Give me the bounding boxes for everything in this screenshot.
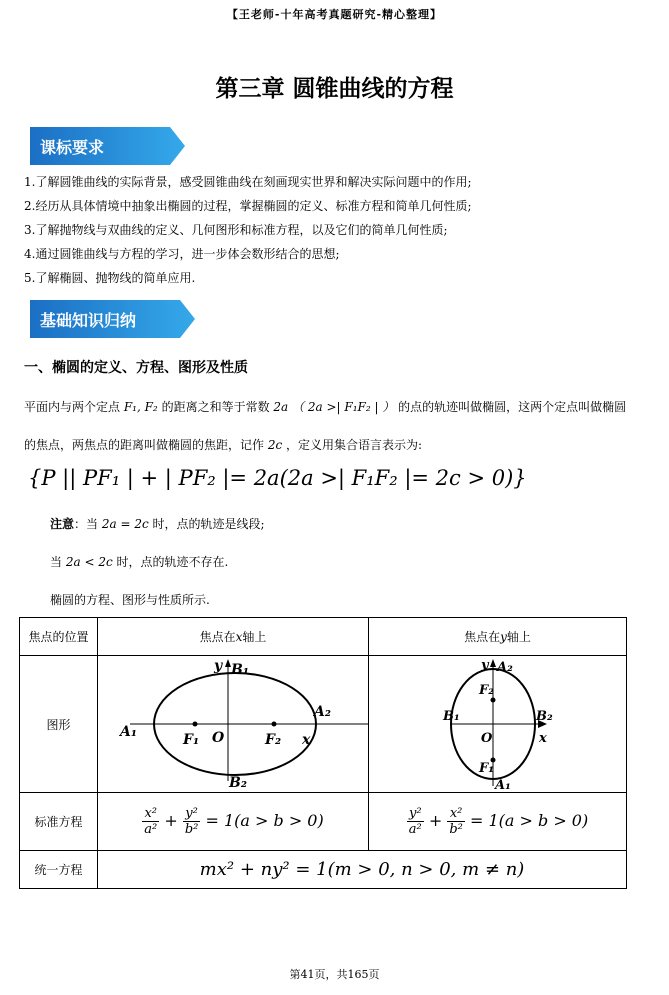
header-text: 焦点在: [199, 630, 236, 644]
header-text: 焦点在: [464, 630, 501, 644]
frac-num: x²: [142, 806, 159, 822]
standard-eq-y: [369, 793, 627, 851]
fig-x-A1: A₁: [120, 724, 137, 740]
unified-eq: [98, 851, 627, 889]
fig-y-F1: F₁: [479, 761, 494, 776]
requirement-2: 2.经历从具体情境中抽象出椭圆的过程，掌握椭圆的定义、标准方程和简单几何性质;: [24, 199, 472, 213]
frac-num: y²: [407, 806, 424, 822]
page-title: 第三章 圆锥曲线的方程: [215, 76, 454, 102]
frac: [183, 806, 201, 837]
note-eq: 2a = 2c: [101, 517, 149, 531]
fig-y-F2: F₂: [479, 683, 494, 698]
unified-eq-expr: mx² + ny² = 1(m > 0, n > 0, m ≠ n): [199, 859, 525, 880]
fig-x-A2: A₂: [314, 704, 331, 720]
frac-num: x²: [447, 806, 465, 822]
knowledge-banner: [30, 300, 200, 338]
fig-y-O: O: [481, 731, 493, 746]
note-text: ：当: [74, 517, 99, 531]
table-header-x-axis: [98, 618, 369, 656]
eq-rest: = 1(a > b > 0): [469, 811, 589, 830]
frac-num: y²: [183, 806, 201, 822]
figure-y-axis-cell: [369, 656, 627, 793]
requirements-banner-label: 课标要求: [40, 138, 105, 157]
requirement-4: 4.通过圆锥曲线与方程的学习，进一步体会数形结合的思想;: [24, 247, 340, 261]
header-axis: x: [235, 630, 243, 644]
definition-line-2: [24, 436, 422, 453]
frac-den: a²: [408, 822, 422, 837]
table-header-y-axis: [369, 618, 627, 656]
note-1: [50, 515, 265, 532]
page-footer: 第41页，共165页: [289, 968, 380, 981]
def-const: 2a: [273, 400, 289, 414]
page-header: 【王老师-十年高考真题研究-精心整理】: [226, 8, 443, 21]
knowledge-banner-label: 基础知识归纳: [40, 311, 137, 330]
header-text: 轴上: [242, 630, 267, 644]
requirement-1: 1.了解圆锥曲线的实际背景，感受圆锥曲线在刻画现实世界和解决实际问题中的作用;: [24, 175, 472, 189]
requirement-3: 3.了解抛物线与双曲线的定义、几何图形和标准方程，以及它们的简单几何性质;: [24, 223, 448, 237]
note-text: 当: [50, 555, 63, 569]
note-label: 注意: [50, 517, 75, 531]
row-label-standard: 标准方程: [20, 793, 98, 851]
header-axis: y: [500, 630, 507, 644]
fig-y-x-label: x: [539, 731, 547, 746]
fig-y-B1: B₁: [443, 709, 460, 724]
note-text: 时，点的轨迹是线段;: [152, 517, 265, 531]
table-header-position: 焦点的位置: [20, 618, 98, 656]
row-label-figure: 图形: [20, 656, 98, 793]
def-text: ，定义用集合语言表示为:: [286, 438, 423, 452]
fig-y-A2: A₂: [497, 660, 513, 675]
fig-x-B1: B₁: [231, 662, 249, 678]
ellipse-x-figure: [98, 656, 368, 792]
frac: [447, 806, 465, 837]
requirements-banner: [30, 127, 190, 165]
def-foci: F₁, F₂: [123, 400, 158, 414]
fig-x-y-label: y: [214, 658, 223, 674]
row-label-unified: 统一方程: [20, 851, 98, 889]
frac: [407, 806, 424, 837]
ellipse-y-figure: [369, 656, 626, 792]
standard-eq-x-expr: $\frac{\text{x²}}{\text{a²}}$ + $\frac{\text{y²}}{\text{b²}}$ = 1(a > b > 0): [144, 806, 324, 837]
def-text: 的距离之和等于常数: [161, 400, 270, 414]
frac: [142, 806, 159, 837]
fig-y-B2: B₂: [536, 709, 553, 724]
frac-den: b²: [184, 822, 199, 837]
figure-x-axis-cell: [98, 656, 369, 793]
set-formula: {P || PF₁ | + | PF₂ |= 2a(2a >| F₁F₂ |= 2c > 0)}: [28, 466, 527, 490]
fig-x-x-label: x: [302, 732, 311, 748]
fig-x-O: O: [212, 730, 225, 746]
header-text: 轴上: [506, 630, 531, 644]
note-text: 时，点的轨迹不存在.: [116, 555, 229, 569]
fig-x-F2: F₂: [265, 732, 282, 748]
frac-den: a²: [144, 822, 158, 837]
note-eq: 2a < 2c: [65, 555, 113, 569]
definition-line-1: [24, 398, 626, 415]
fig-x-F1: F₁: [183, 732, 200, 748]
def-text: 平面内与两个定点: [24, 400, 121, 414]
def-focal: 2c: [267, 438, 283, 452]
fig-y-A1: A₁: [495, 778, 511, 792]
def-text: 的焦点，两焦点的距离叫做椭圆的焦距，记作: [24, 438, 265, 452]
requirement-5: 5.了解椭圆、抛物线的简单应用.: [24, 271, 196, 285]
def-text: 的点的轨迹叫做椭圆，这两个定点叫做椭圆: [398, 400, 627, 414]
section-heading: 一、椭圆的定义、方程、图形及性质: [24, 360, 248, 376]
note-3: 椭圆的方程、图形与性质所示.: [50, 593, 210, 607]
standard-eq-x: [98, 793, 369, 851]
standard-eq-y-expr: $\frac{\text{y²}}{\text{a²}}$ + $\frac{\text{x²}}{\text{b²}}$ = 1(a > b > 0): [408, 806, 589, 837]
def-condition: （ 2a >| F₁F₂ | ）: [292, 400, 395, 414]
frac-den: b²: [449, 822, 463, 837]
fig-x-B2: B₂: [229, 775, 247, 791]
ellipse-properties-table: [19, 617, 627, 889]
fig-y-y-label: y: [481, 658, 489, 673]
note-2: [50, 553, 228, 570]
eq-rest: = 1(a > b > 0): [205, 811, 324, 830]
